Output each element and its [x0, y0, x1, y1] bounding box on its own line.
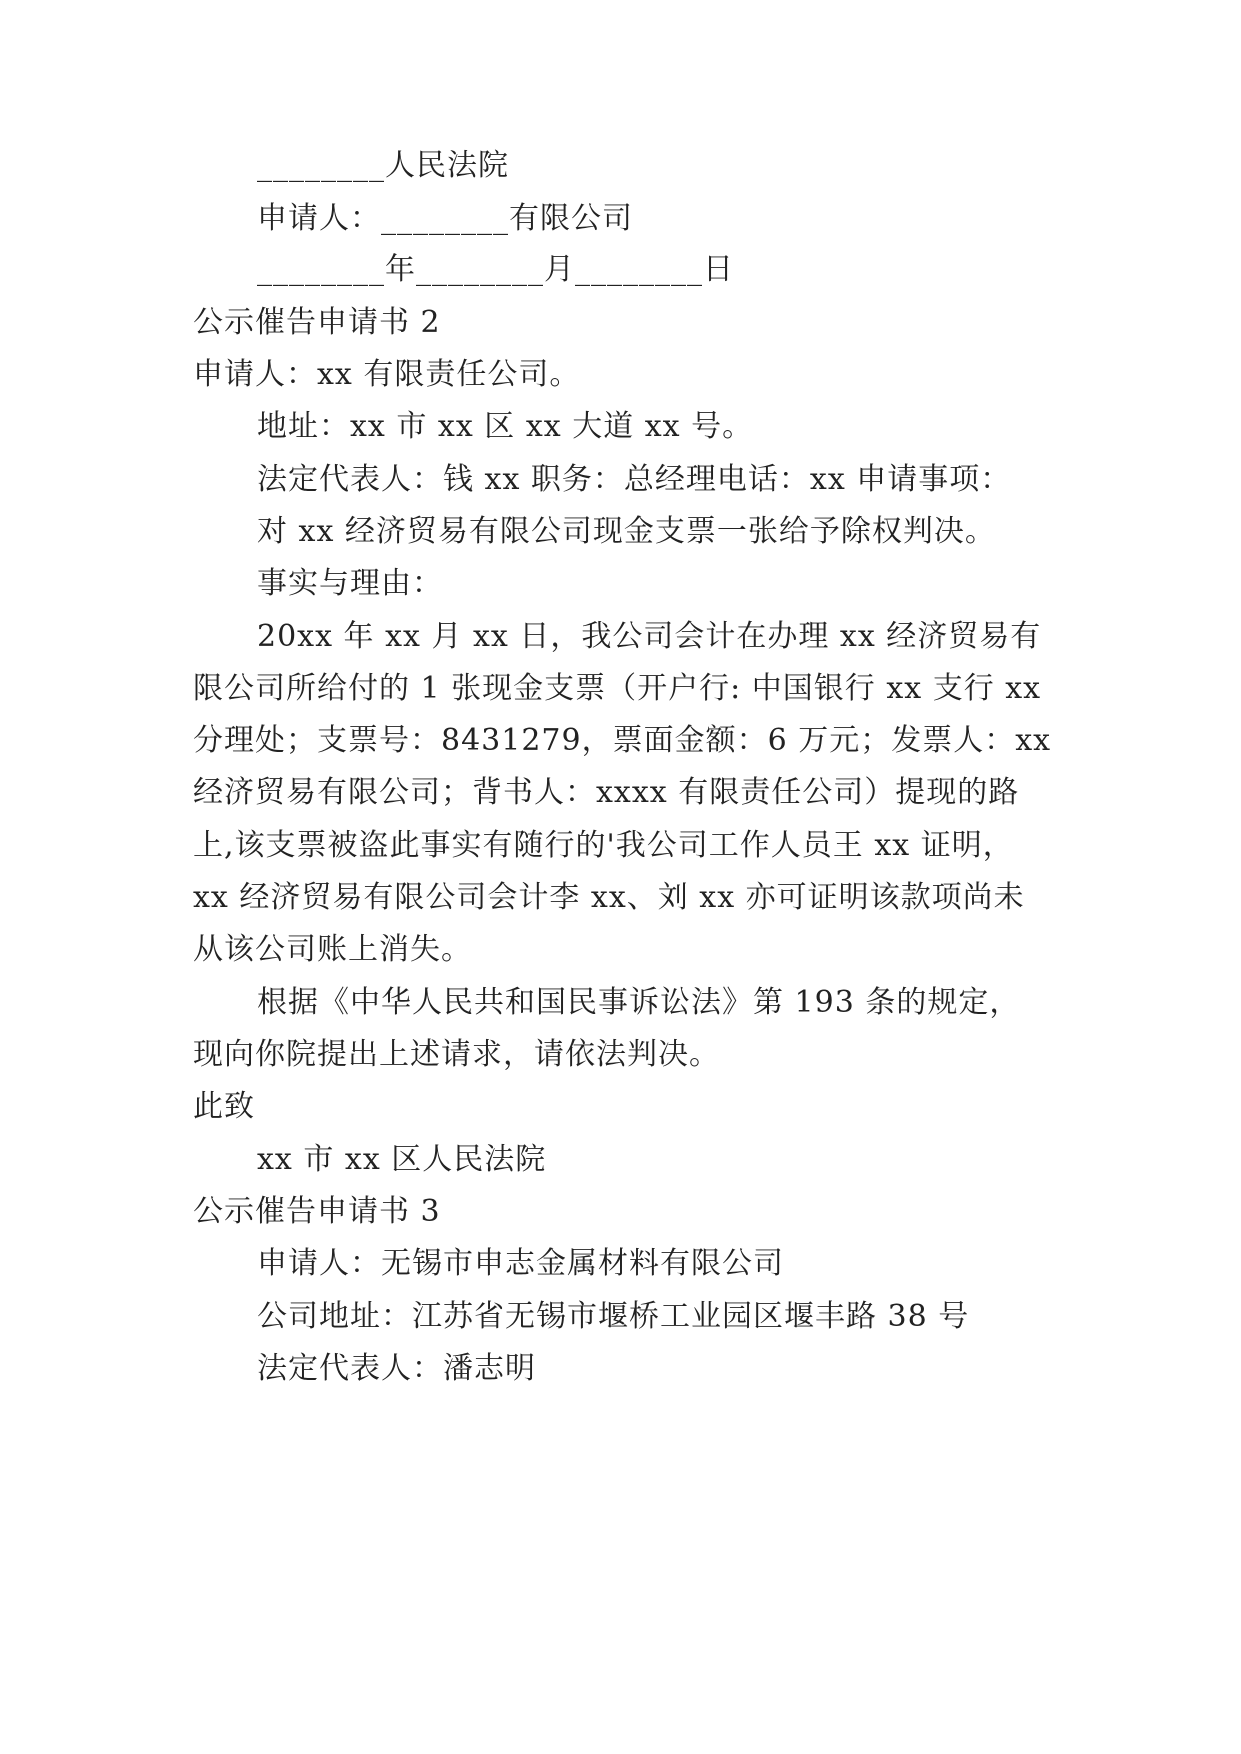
- applicant-blank-line: 申请人：________有限公司: [257, 201, 633, 236]
- court-name-blank-line: ________人民法院: [257, 148, 509, 183]
- body-paragraph-line: 上,该支票被盗此事实有随行的'我公司工作人员王 xx 证明，: [193, 828, 1014, 863]
- recipient-court-line: xx 市 xx 区人民法院: [257, 1142, 547, 1177]
- body-paragraph-line: 限公司所给付的 1 张现金支票（开户行: 中国银行 xx 支行 xx: [193, 671, 1042, 706]
- body-paragraph-line: 从该公司账上消失。: [193, 932, 472, 967]
- salutation-line: 此致: [193, 1089, 255, 1124]
- legal-basis-line: 根据《中华人民共和国民事诉讼法》第 193 条的规定，: [257, 985, 1021, 1020]
- section-heading-3: 公示催告申请书 3: [193, 1194, 441, 1229]
- facts-heading: 事实与理由：: [257, 566, 443, 601]
- body-paragraph-line: 分理处；支票号：8431279，票面金额：6 万元；发票人：xx: [193, 723, 1052, 758]
- applicant-line: 申请人：xx 有限责任公司。: [193, 357, 581, 392]
- legal-basis-line: 现向你院提出上述请求，请依法判决。: [193, 1037, 720, 1072]
- body-paragraph-line: 经济贸易有限公司；背书人：xxxx 有限责任公司）提现的路: [193, 775, 1020, 810]
- body-paragraph-line: 20xx 年 xx 月 xx 日，我公司会计在办理 xx 经济贸易有: [257, 619, 1042, 654]
- legal-representative-line-3: 法定代表人：潘志明: [257, 1351, 536, 1386]
- date-blank-line: ________年________月________日: [257, 252, 734, 287]
- legal-representative-line: 法定代表人：钱 xx 职务：总经理电话：xx 申请事项：: [257, 462, 1012, 497]
- applicant-line-3: 申请人：无锡市申志金属材料有限公司: [257, 1246, 784, 1281]
- request-line: 对 xx 经济贸易有限公司现金支票一张给予除权判决。: [257, 514, 996, 549]
- body-paragraph-line: xx 经济贸易有限公司会计李 xx、刘 xx 亦可证明该款项尚未: [193, 880, 1025, 915]
- address-line: 地址：xx 市 xx 区 xx 大道 xx 号。: [257, 409, 754, 444]
- company-address-line: 公司地址：江苏省无锡市堰桥工业园区堰丰路 38 号: [257, 1299, 970, 1334]
- section-heading-2: 公示催告申请书 2: [193, 305, 441, 340]
